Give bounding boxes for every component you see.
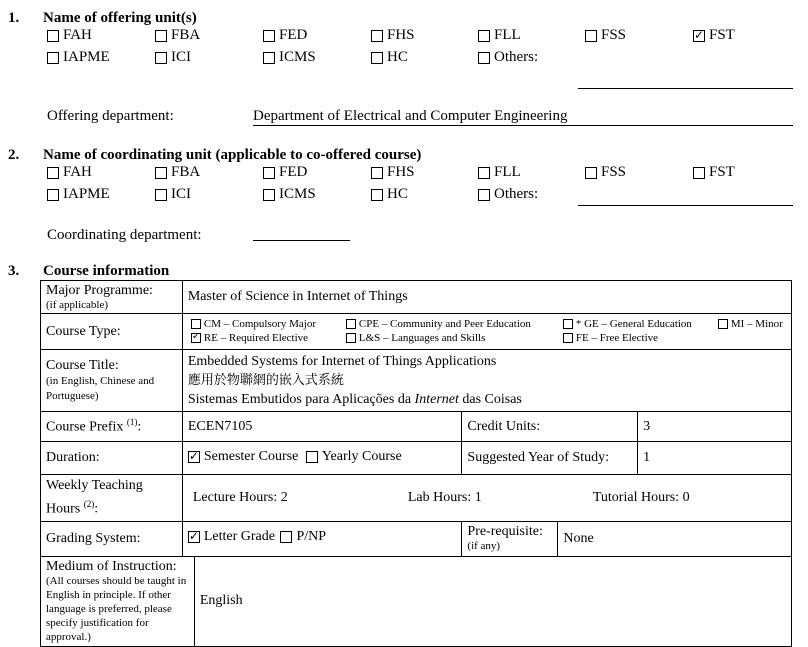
row-hours <box>41 475 792 522</box>
tutorial-hours[interactable]: Tutorial Hours: 0 <box>592 489 690 505</box>
offering-unit-label-fba: FBA <box>171 27 201 43</box>
yearly-option[interactable] <box>306 449 402 465</box>
title-english: Embedded Systems for Internet of Things Applications <box>187 354 497 369</box>
offering-unit-checkbox-fed[interactable] <box>263 30 275 42</box>
coordinating-unit-label-fss: FSS <box>601 164 627 180</box>
offering-unit-option-fah[interactable] <box>47 27 92 44</box>
offering-unit-option-ici[interactable] <box>155 49 191 66</box>
offering-unit-option-fed[interactable] <box>263 27 307 44</box>
hours-colon: : <box>94 501 99 517</box>
coordinating-unit-option-fst[interactable] <box>693 164 735 181</box>
coordinating-unit-label-others: Others: <box>494 186 539 202</box>
prefix-value[interactable]: ECEN7105 <box>182 412 462 442</box>
offering-unit-label-others: Others: <box>494 49 539 65</box>
row-grading <box>41 521 792 556</box>
row-course-type <box>41 314 792 350</box>
yearly-checkbox[interactable] <box>306 451 318 463</box>
prefix-label-cell <box>41 412 183 442</box>
offering-unit-checkbox-ici[interactable] <box>155 52 167 64</box>
title-label: Course Title: <box>46 357 119 373</box>
coordinating-unit-checkbox-icms[interactable] <box>263 189 275 201</box>
offering-unit-option-icms[interactable] <box>263 49 316 66</box>
prefix-label: Course Prefix <box>46 419 124 435</box>
offering-unit-label-hc: HC <box>387 49 408 65</box>
section-1-number: 1. <box>8 10 20 26</box>
prereq-value[interactable]: None <box>558 521 792 556</box>
prereq-label: Pre-requisite: <box>467 523 543 539</box>
title-chinese: 應用於物聯網的嵌入式系統 <box>187 373 344 388</box>
coordinating-unit-label-hc: HC <box>387 186 408 202</box>
course-type-option-re-required-elective[interactable] <box>191 332 308 344</box>
title-pt-part-b: Internet <box>414 392 459 407</box>
coordinating-unit-checkbox-hc[interactable] <box>371 189 383 201</box>
coordinating-unit-option-fll[interactable] <box>478 164 521 181</box>
row-prefix <box>41 412 792 442</box>
hours-label-cell <box>41 475 183 522</box>
offering-unit-label-icms: ICMS <box>279 49 316 65</box>
title-pt-part-c: das Coisas <box>458 392 522 407</box>
coordinating-unit-checkbox-fba[interactable] <box>155 167 167 179</box>
offering-department-underline <box>253 125 793 126</box>
row-medium <box>41 556 792 646</box>
course-type-option-fe-free-elective[interactable] <box>563 332 658 344</box>
course-type-label-cm-compulsory-major: CM – Compulsory Major <box>203 317 317 330</box>
offering-unit-checkbox-fst[interactable] <box>693 30 705 42</box>
offering-unit-option-fst[interactable] <box>693 27 735 44</box>
medium-label-cell <box>41 556 195 646</box>
coordinating-unit-label-fah: FAH <box>63 164 92 180</box>
hours-label-line1: Weekly Teaching <box>46 478 143 493</box>
coordinating-unit-checkbox-fss[interactable] <box>585 167 597 179</box>
lecture-hours[interactable]: Lecture Hours: 2 <box>192 489 288 505</box>
offering-unit-option-others[interactable] <box>478 49 538 66</box>
course-type-checkbox-cpe-community-and-peer-education[interactable] <box>346 319 356 329</box>
offering-unit-option-fss[interactable] <box>585 27 626 44</box>
coordinating-unit-label-fba: FBA <box>171 164 201 180</box>
pnp-label: P/NP <box>296 529 327 545</box>
coordinating-unit-checkbox-fll[interactable] <box>478 167 490 179</box>
course-type-label: Course Type: <box>41 314 183 350</box>
coordinating-unit-option-fhs[interactable] <box>371 164 415 181</box>
section-3-title: Course information <box>43 263 170 279</box>
course-type-label-re-required-elective: RE – Required Elective <box>203 331 309 344</box>
coordinating-unit-option-fss[interactable] <box>585 164 626 181</box>
pnp-option[interactable] <box>280 529 326 545</box>
offering-unit-checkbox-icms[interactable] <box>263 52 275 64</box>
coordinating-unit-label-iapme: IAPME <box>63 186 110 202</box>
course-type-label-ge-general-education: * GE – General Education <box>575 317 692 330</box>
course-type-option-cpe-community-and-peer-education[interactable] <box>346 318 531 330</box>
major-value[interactable]: Master of Science in Internet of Things <box>182 281 791 314</box>
medium-sublabel: (All courses should be taught in English in principle. If other language is preferred, please specify justification for approval.) <box>46 574 187 643</box>
prefix-colon: : <box>137 419 142 435</box>
medium-value[interactable]: English <box>194 556 791 646</box>
coordinating-others-underline[interactable] <box>578 205 793 206</box>
major-sublabel: (if applicable) <box>46 299 108 311</box>
pnp-checkbox[interactable] <box>280 531 292 543</box>
coordinating-unit-label-ici: ICI <box>171 186 191 202</box>
course-type-options <box>182 314 791 350</box>
course-type-checkbox-mi-minor[interactable] <box>718 319 728 329</box>
coordinating-unit-checkbox-fah[interactable] <box>47 167 59 179</box>
hours-values-cell <box>182 475 791 522</box>
coordinating-department-label: Coordinating department: <box>47 227 202 243</box>
prefix-footnote: (1) <box>126 417 138 428</box>
offering-unit-label-ici: ICI <box>171 49 191 65</box>
course-type-option-mi-minor[interactable] <box>718 318 783 330</box>
coordinating-unit-option-others[interactable] <box>478 186 538 203</box>
course-type-checkbox-cm-compulsory-major[interactable] <box>191 319 201 329</box>
course-type-option-ge-general-education[interactable] <box>563 318 692 330</box>
offering-unit-label-fah: FAH <box>63 27 92 43</box>
offering-unit-checkbox-fll[interactable] <box>478 30 490 42</box>
title-value-cell[interactable] <box>182 350 791 412</box>
coordinating-unit-option-hc[interactable] <box>371 186 408 203</box>
coordinating-unit-label-fst: FST <box>709 164 735 180</box>
coordinating-department-field[interactable] <box>253 240 350 241</box>
semester-option[interactable] <box>188 449 298 465</box>
course-type-label-l-s-languages-and-skills: L&S – Languages and Skills <box>358 331 486 344</box>
coordinating-unit-option-icms[interactable] <box>263 186 316 203</box>
lab-hours[interactable]: Lab Hours: 1 <box>407 489 482 505</box>
letter-grade-label: Letter Grade <box>203 529 275 545</box>
offering-unit-checkbox-fba[interactable] <box>155 30 167 42</box>
course-type-label-fe-free-elective: FE – Free Elective <box>575 331 659 344</box>
coordinating-unit-checkbox-iapme[interactable] <box>47 189 59 201</box>
section-2-title: Name of coordinating unit (applicable to co-offered course) <box>43 147 422 163</box>
course-type-option-l-s-languages-and-skills[interactable] <box>346 332 486 344</box>
year-of-study-value[interactable]: 1 <box>638 442 792 475</box>
coordinating-unit-label-icms: ICMS <box>279 186 316 202</box>
offering-unit-checkbox-hc[interactable] <box>371 52 383 64</box>
title-sublabel: (in English, Chinese and Portuguese) <box>46 374 155 402</box>
offering-unit-label-fed: FED <box>279 27 308 43</box>
coordinating-unit-checkbox-fst[interactable] <box>693 167 705 179</box>
coordinating-unit-label-fll: FLL <box>494 164 521 180</box>
medium-label: Medium of Instruction: <box>46 558 177 574</box>
hours-label-line2 <box>46 495 177 519</box>
credit-value[interactable]: 3 <box>638 412 792 442</box>
grading-label: Grading System: <box>41 521 183 556</box>
title-label-cell <box>41 350 183 412</box>
coordinating-unit-option-fed[interactable] <box>263 164 307 181</box>
offering-unit-checkbox-fss[interactable] <box>585 30 597 42</box>
coordinating-unit-checkbox-ici[interactable] <box>155 189 167 201</box>
offering-department-value[interactable]: Department of Electrical and Computer Engineering <box>253 108 568 124</box>
duration-options <box>182 442 462 475</box>
semester-label: Semester Course <box>203 448 299 464</box>
course-type-label-cpe-community-and-peer-education: CPE – Community and Peer Education <box>358 317 531 330</box>
course-type-option-cm-compulsory-major[interactable] <box>191 318 316 330</box>
section-1-title: Name of offering unit(s) <box>43 10 197 26</box>
year-of-study-label: Suggested Year of Study: <box>462 442 638 475</box>
title-pt-part-a: Sistemas Embutidos para Aplicações da <box>187 392 415 407</box>
offering-unit-option-fhs[interactable] <box>371 27 415 44</box>
grading-options <box>182 521 462 556</box>
course-type-checkbox-ge-general-education[interactable] <box>563 319 573 329</box>
prereq-sublabel: (if any) <box>467 539 501 552</box>
course-type-checkbox-re-required-elective[interactable] <box>191 333 201 343</box>
offering-unit-checkbox-fhs[interactable] <box>371 30 383 42</box>
course-info-table <box>40 280 792 647</box>
coordinating-unit-label-fhs: FHS <box>387 164 415 180</box>
offering-unit-checkbox-iapme[interactable] <box>47 52 59 64</box>
coordinating-unit-option-fah[interactable] <box>47 164 92 181</box>
offering-unit-label-fss: FSS <box>601 27 627 43</box>
offering-unit-option-fll[interactable] <box>478 27 521 44</box>
major-label-cell <box>41 281 183 314</box>
offering-unit-label-iapme: IAPME <box>63 49 110 65</box>
coordinating-unit-option-ici[interactable] <box>155 186 191 203</box>
offering-unit-label-fst: FST <box>709 27 735 43</box>
semester-checkbox[interactable] <box>188 451 200 463</box>
row-major-programme <box>41 281 792 314</box>
offering-unit-option-iapme[interactable] <box>47 49 110 66</box>
letter-grade-checkbox[interactable] <box>188 531 200 543</box>
section-3-number: 3. <box>8 263 20 279</box>
coordinating-unit-label-fed: FED <box>279 164 308 180</box>
course-type-checkbox-l-s-languages-and-skills[interactable] <box>346 333 356 343</box>
row-course-title <box>41 350 792 412</box>
duration-label: Duration: <box>41 442 183 475</box>
offering-others-underline[interactable] <box>578 88 793 89</box>
row-duration <box>41 442 792 475</box>
offering-unit-label-fhs: FHS <box>387 27 415 43</box>
hours-footnote: (2) <box>83 499 95 509</box>
prereq-label-cell <box>462 521 558 556</box>
course-type-label-mi-minor: MI – Minor <box>730 317 783 330</box>
offering-unit-label-fll: FLL <box>494 27 521 43</box>
hours-label: Hours <box>46 501 81 517</box>
yearly-label: Yearly Course <box>321 448 402 464</box>
letter-grade-option[interactable] <box>188 529 275 545</box>
offering-department-label: Offering department: <box>47 108 174 124</box>
offering-unit-checkbox-fah[interactable] <box>47 30 59 42</box>
section-2-number: 2. <box>8 147 20 163</box>
credit-label: Credit Units: <box>462 412 638 442</box>
coordinating-unit-checkbox-fhs[interactable] <box>371 167 383 179</box>
coordinating-unit-option-iapme[interactable] <box>47 186 110 203</box>
title-portuguese <box>188 390 786 409</box>
coordinating-unit-checkbox-fed[interactable] <box>263 167 275 179</box>
offering-unit-option-fba[interactable] <box>155 27 200 44</box>
course-type-checkbox-fe-free-elective[interactable] <box>563 333 573 343</box>
major-label: Major Programme: <box>46 283 153 298</box>
coordinating-unit-option-fba[interactable] <box>155 164 200 181</box>
offering-unit-checkbox-others[interactable] <box>478 52 490 64</box>
coordinating-unit-checkbox-others[interactable] <box>478 189 490 201</box>
offering-unit-option-hc[interactable] <box>371 49 408 66</box>
